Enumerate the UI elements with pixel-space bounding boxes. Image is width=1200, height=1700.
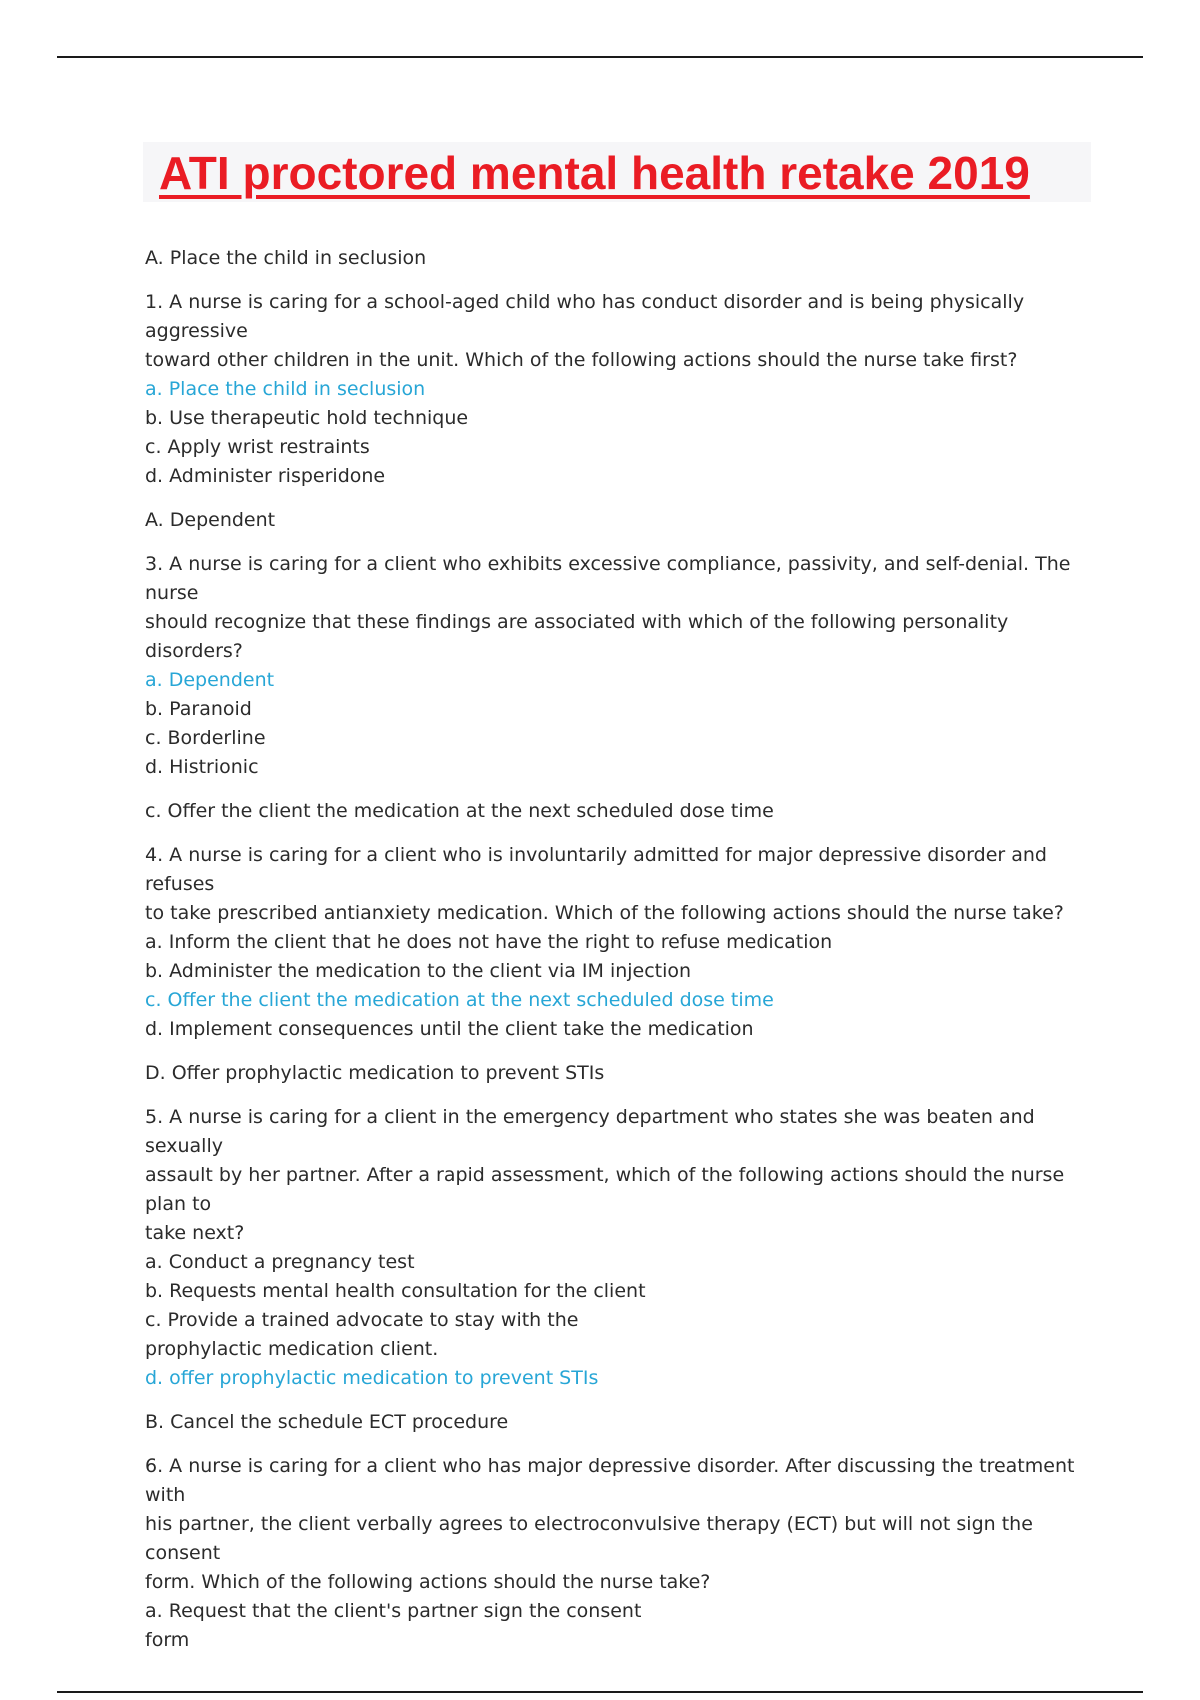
question-4 bbox=[145, 841, 1095, 1044]
option-d-correct: d. offer prophylactic medication to prevent STIs bbox=[145, 1367, 599, 1389]
question-stem-line: form. Which of the following actions should the nurse take? bbox=[145, 1571, 711, 1593]
option-c: c. Borderline bbox=[145, 727, 266, 749]
question-stem-line: 1. A nurse is caring for a school-aged child who has conduct disorder and is being physically aggressive bbox=[145, 291, 1025, 342]
question-1 bbox=[145, 288, 1095, 491]
option-c-correct: c. Offer the client the medication at the next scheduled dose time bbox=[145, 989, 774, 1011]
option-d: d. Administer risperidone bbox=[145, 465, 386, 487]
answer-key-5: D. Offer prophylactic medication to prevent STIs bbox=[145, 1062, 605, 1084]
question-6 bbox=[145, 1452, 1095, 1655]
question-stem-line: 3. A nurse is caring for a client who exhibits excessive compliance, passivity, and self-denial. The nurse bbox=[145, 553, 1071, 604]
option-a-correct: a. Place the child in seclusion bbox=[145, 378, 426, 400]
option-a-continued: form bbox=[145, 1629, 190, 1651]
top-rule bbox=[57, 56, 1143, 58]
question-stem-line: 5. A nurse is caring for a client in the emergency department who states she was beaten and sexually bbox=[145, 1106, 1035, 1157]
answer-key-4: c. Offer the client the medication at the next scheduled dose time bbox=[145, 800, 774, 822]
option-b: b. Paranoid bbox=[145, 698, 252, 720]
option-a: a. Conduct a pregnancy test bbox=[145, 1251, 415, 1273]
option-d: d. Implement consequences until the client take the medication bbox=[145, 1018, 754, 1040]
option-b: b. Requests mental health consultation for the client bbox=[145, 1280, 646, 1302]
option-d: d. Histrionic bbox=[145, 756, 259, 778]
question-3 bbox=[145, 550, 1095, 782]
question-stem-line: assault by her partner. After a rapid assessment, which of the following actions should the nurse plan to bbox=[145, 1164, 1065, 1215]
question-stem-line: toward other children in the unit. Which of the following actions should the nurse take first? bbox=[145, 349, 1018, 371]
option-c: c. Provide a trained advocate to stay with the bbox=[145, 1309, 579, 1331]
bottom-rule bbox=[57, 1691, 1143, 1693]
option-c-continued: prophylactic medication client. bbox=[145, 1338, 439, 1360]
option-b: b. Administer the medication to the client via IM injection bbox=[145, 960, 692, 982]
option-c: c. Apply wrist restraints bbox=[145, 436, 370, 458]
answer-key-6: B. Cancel the schedule ECT procedure bbox=[145, 1411, 509, 1433]
question-stem-line: should recognize that these findings are associated with which of the following personality disorders? bbox=[145, 611, 1009, 662]
document-body bbox=[145, 244, 1095, 1670]
question-stem-line: 4. A nurse is caring for a client who is involuntarily admitted for major depressive disorder and refuses bbox=[145, 844, 1047, 895]
option-a-correct: a. Dependent bbox=[145, 669, 275, 691]
answer-key-3: A. Dependent bbox=[145, 509, 276, 531]
option-b: b. Use therapeutic hold technique bbox=[145, 407, 469, 429]
option-a: a. Request that the client's partner sign the consent bbox=[145, 1600, 642, 1622]
option-a: a. Inform the client that he does not have the right to refuse medication bbox=[145, 931, 833, 953]
question-stem-line: take next? bbox=[145, 1222, 245, 1244]
question-stem-line: his partner, the client verbally agrees to electroconvulsive therapy (ECT) but will not sign the consent bbox=[145, 1513, 1033, 1564]
answer-key-1: A. Place the child in seclusion bbox=[145, 247, 427, 269]
question-stem-line: to take prescribed antianxiety medication. Which of the following actions should the nurse take? bbox=[145, 902, 1064, 924]
document-title: ATI proctored mental health retake 2019 bbox=[159, 147, 1030, 199]
question-5 bbox=[145, 1103, 1095, 1393]
question-stem-line: 6. A nurse is caring for a client who has major depressive disorder. After discussing the treatment with bbox=[145, 1455, 1075, 1506]
